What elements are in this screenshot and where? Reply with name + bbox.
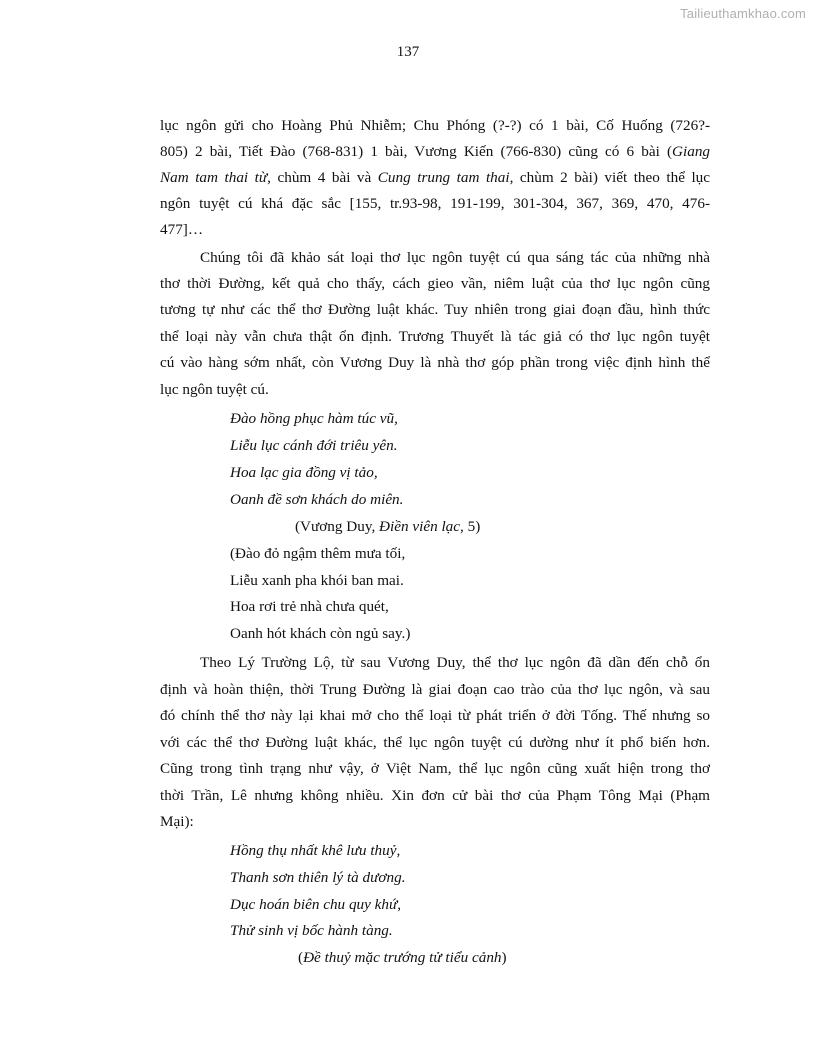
paragraph-line: 805) 2 bài, Tiết Đào (768-831) 1 bài, Vương Kiến (766-830) cũng có 6 bài (Giang xyxy=(160,143,710,160)
paragraph-line: tương tự như các thể thơ Đường luật khác. Tuy nhiên trong giai đoạn đầu, hình thức xyxy=(160,301,710,318)
poem-verse: Đào hồng phục hàm túc vũ, xyxy=(230,410,398,427)
poem-verse: Oanh đề sơn khách do miên. xyxy=(230,491,404,508)
poem-translation-line: Hoa rơi trẻ nhà chưa quét, xyxy=(230,598,389,615)
poem-verse: Hồng thụ nhất khê lưu thuỷ, xyxy=(230,842,401,859)
paragraph-line: Mại): xyxy=(160,813,194,830)
paragraph-line: ngôn tuyệt cú khá đặc sắc [155, tr.93-98, 191-199, 301-304, 367, 369, 470, 476- xyxy=(160,195,710,212)
poem-verse: Hoa lạc gia đồng vị tảo, xyxy=(230,464,378,481)
paragraph-line: với các thể thơ Đường luật khác, thể lục ngôn tuyệt cú dường như ít phổ biến hơn. xyxy=(160,734,710,751)
paragraph-line: 477]… xyxy=(160,221,204,238)
poem-translation-line: Liễu xanh pha khói ban mai. xyxy=(230,572,404,589)
watermark: Tailieuthamkhao.com xyxy=(680,6,806,21)
poem-verse: Thử sinh vị bốc hành tàng. xyxy=(230,922,393,939)
paragraph-line: định và hoàn thiện, thời Trung Đường là giai đoạn cao trào của thơ lục ngôn, và sau xyxy=(160,681,710,698)
paragraph-line: Chúng tôi đã khảo sát loại thơ lục ngôn tuyệt cú qua sáng tác của những nhà xyxy=(200,249,710,266)
paragraph-line: đó chính thể thơ này lại khai mở cho thể loại từ phát triển ở đời Tống. Thế nhưng so xyxy=(160,707,710,724)
poem-verse: Liễu lục cánh đới triêu yên. xyxy=(230,437,398,454)
page-number: 137 xyxy=(396,44,420,60)
paragraph-line: thời Trần, Lê nhưng không nhiều. Xin đơn cử bài thơ của Phạm Tông Mại (Phạm xyxy=(160,787,710,804)
paragraph-line: Theo Lý Trường Lộ, từ sau Vương Duy, thể thơ lục ngôn đã dần đến chỗ ổn xyxy=(200,654,710,671)
paragraph-line: cú vào hàng sớm nhất, còn Vương Duy là nhà thơ góp phần trong việc định hình thể xyxy=(160,354,710,371)
poem-translation-line: (Đào đỏ ngậm thêm mưa tối, xyxy=(230,545,406,562)
paragraph-line: thơ thời Đường, kết quả cho thấy, cách gieo vần, niêm luật của thơ lục ngôn cũng xyxy=(160,275,710,292)
paragraph-line: Cũng trong tình trạng như vậy, ở Việt Nam, thể lục ngôn cũng xuất hiện trong thơ xyxy=(160,760,710,777)
paragraph-line: thể loại này vẫn chưa thật ổn định. Trương Thuyết là tác giả có thơ lục ngôn tuyệt xyxy=(160,328,710,345)
paragraph-line: Nam tam thai từ, chùm 4 bài và Cung trung tam thai, chùm 2 bài) viết theo thể lục xyxy=(160,169,711,186)
paragraph-line: lục ngôn gửi cho Hoàng Phủ Nhiễm; Chu Phóng (?-?) có 1 bài, Cố Huống (726?- xyxy=(160,117,710,134)
paragraph-line: lục ngôn tuyệt cú. xyxy=(160,381,269,398)
poem-citation: (Đề thuỷ mặc trướng tử tiểu cảnh) xyxy=(298,949,507,966)
poem-verse: Thanh sơn thiên lý tà dương. xyxy=(230,869,406,886)
poem-verse: Dục hoán biên chu quy khứ, xyxy=(230,896,402,913)
poem-translation-line: Oanh hót khách còn ngủ say.) xyxy=(230,625,411,642)
poem-citation: (Vương Duy, Điền viên lạc, 5) xyxy=(295,518,481,535)
